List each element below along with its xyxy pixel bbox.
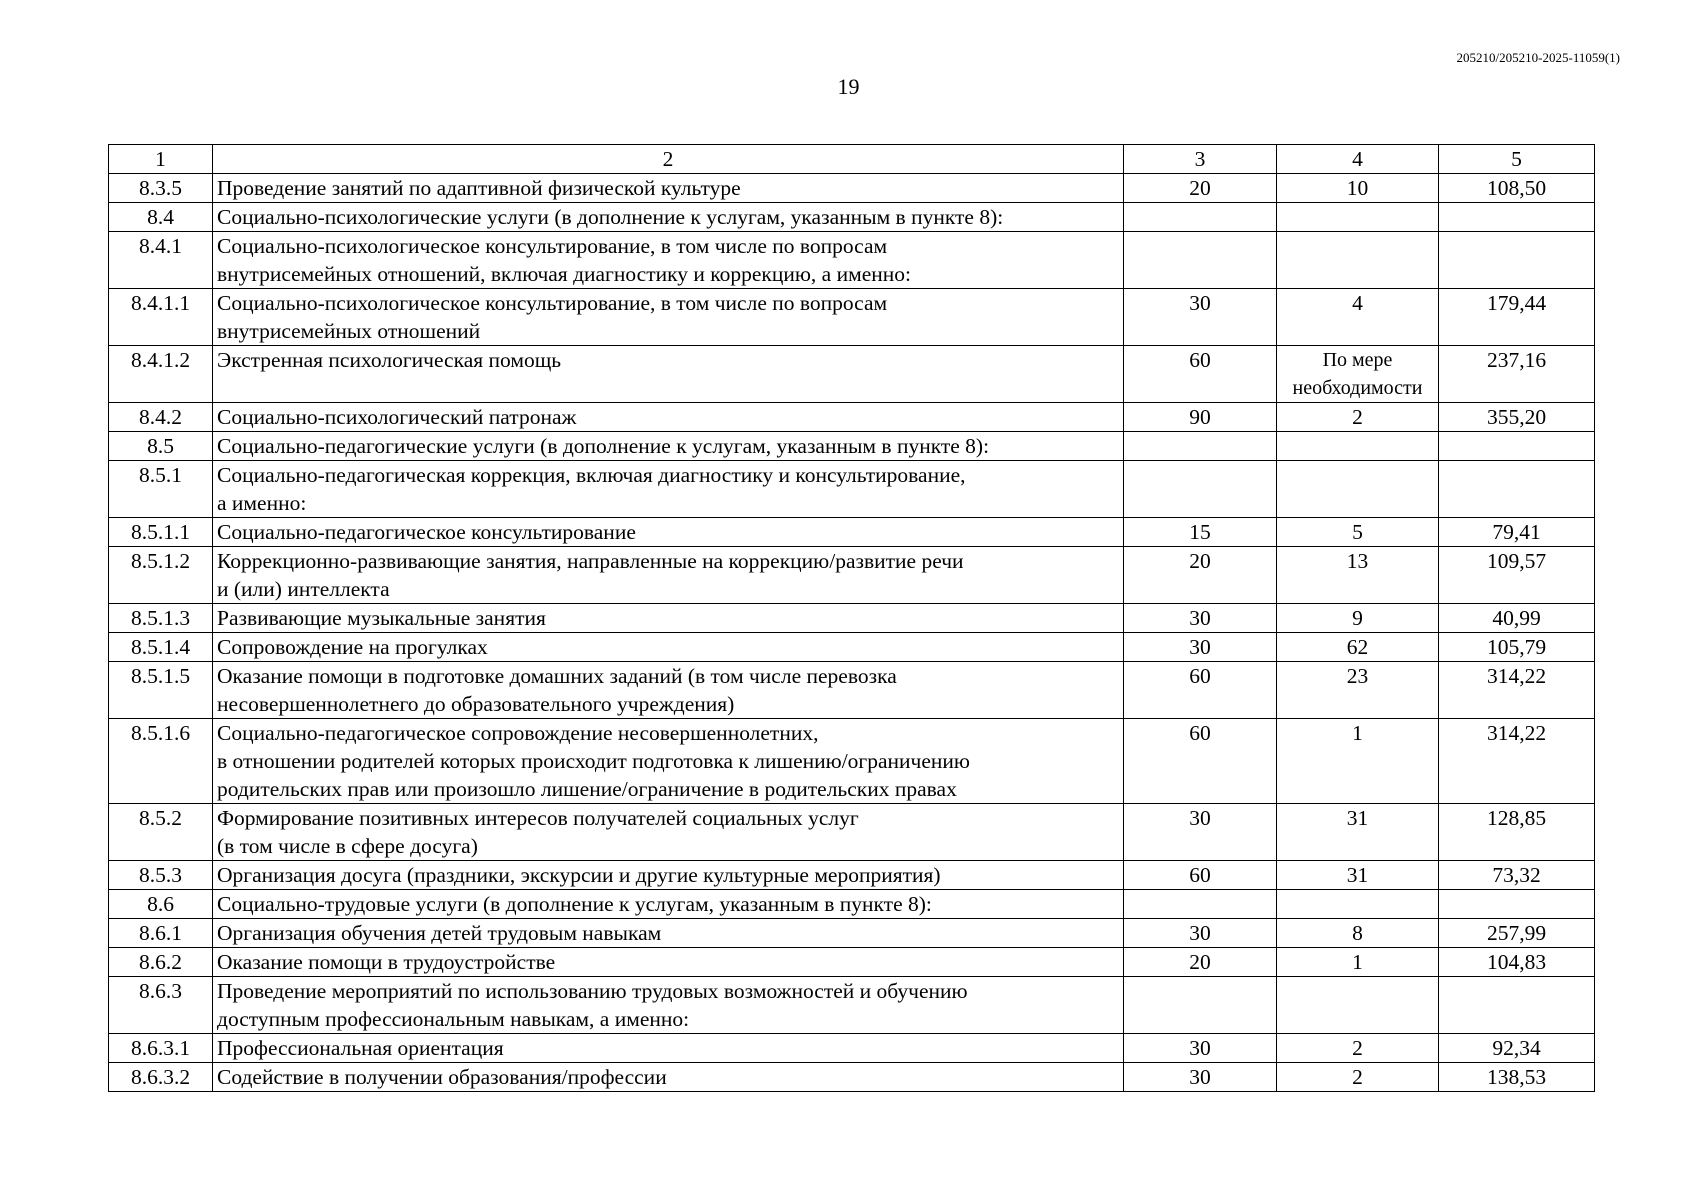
row-code-cell: 8.4.2 — [109, 403, 213, 432]
row-col4-cell: 5 — [1277, 518, 1439, 547]
row-name-cell: Проведение занятий по адаптивной физической культуре — [213, 174, 1124, 203]
row-col3-cell — [1124, 203, 1277, 232]
row-col5-cell: 73,32 — [1439, 861, 1595, 890]
row-col3-cell: 20 — [1124, 547, 1277, 604]
row-col4-cell: 2 — [1277, 403, 1439, 432]
table-header-row — [109, 145, 1595, 174]
table-row — [109, 719, 1595, 804]
row-col5-cell: 40,99 — [1439, 604, 1595, 633]
row-name-cell: Организация досуга (праздники, экскурсии и другие культурные мероприятия) — [213, 861, 1124, 890]
row-name-cell: Содействие в получении образования/профессии — [213, 1063, 1124, 1092]
row-col3-cell: 30 — [1124, 604, 1277, 633]
row-col4-cell: 9 — [1277, 604, 1439, 633]
row-col5-cell — [1439, 232, 1595, 289]
row-col4-cell: 2 — [1277, 1034, 1439, 1063]
row-col4-cell — [1277, 890, 1439, 919]
services-table-body — [109, 145, 1595, 1092]
row-code-cell: 8.5.3 — [109, 861, 213, 890]
row-code-cell: 8.6.1 — [109, 919, 213, 948]
row-name-cell: Формирование позитивных интересов получателей социальных услуг (в том числе в сфере досуга) — [213, 804, 1124, 861]
row-col3-cell: 60 — [1124, 662, 1277, 719]
table-row — [109, 804, 1595, 861]
row-code-cell: 8.5.1.2 — [109, 547, 213, 604]
row-col4-cell — [1277, 461, 1439, 518]
table-row — [109, 919, 1595, 948]
table-row — [109, 232, 1595, 289]
table-row — [109, 346, 1595, 403]
table-row — [109, 203, 1595, 232]
row-col4-cell: 8 — [1277, 919, 1439, 948]
table-row — [109, 289, 1595, 346]
row-name-cell: Проведение мероприятий по использованию трудовых возможностей и обучению доступным профессиональным навыкам, а именно: — [213, 977, 1124, 1034]
row-col5-cell — [1439, 890, 1595, 919]
row-name-cell: Социально-психологическое консультирование, в том числе по вопросам внутрисемейных отношений — [213, 289, 1124, 346]
row-col5-cell: 355,20 — [1439, 403, 1595, 432]
table-row — [109, 604, 1595, 633]
row-col5-cell — [1439, 461, 1595, 518]
table-row — [109, 403, 1595, 432]
row-col4-cell: По мере необходимости — [1277, 346, 1439, 403]
row-col3-cell: 90 — [1124, 403, 1277, 432]
row-code-cell: 8.6.3.2 — [109, 1063, 213, 1092]
row-code-cell: 8.5.1.3 — [109, 604, 213, 633]
row-col4-cell: 31 — [1277, 804, 1439, 861]
row-col5-cell: 108,50 — [1439, 174, 1595, 203]
row-code-cell: 8.6.2 — [109, 948, 213, 977]
row-col3-cell: 30 — [1124, 1034, 1277, 1063]
row-col3-cell: 15 — [1124, 518, 1277, 547]
row-code-cell: 8.6.3 — [109, 977, 213, 1034]
row-col4-cell — [1277, 977, 1439, 1034]
table-row — [109, 948, 1595, 977]
row-code-cell: 8.5.2 — [109, 804, 213, 861]
table-row — [109, 461, 1595, 518]
row-col3-cell — [1124, 432, 1277, 461]
row-col3-cell: 30 — [1124, 804, 1277, 861]
row-name-cell: Социально-психологические услуги (в дополнение к услугам, указанным в пункте 8): — [213, 203, 1124, 232]
row-code-cell: 8.4.1 — [109, 232, 213, 289]
row-col5-cell: 179,44 — [1439, 289, 1595, 346]
row-col5-cell: 105,79 — [1439, 633, 1595, 662]
header-cell-5: 5 — [1439, 145, 1595, 174]
row-name-cell: Оказание помощи в подготовке домашних заданий (в том числе перевозка несовершеннолетнего до образовательного учреждения) — [213, 662, 1124, 719]
row-col3-cell: 30 — [1124, 289, 1277, 346]
row-code-cell: 8.6.3.1 — [109, 1034, 213, 1063]
table-row — [109, 547, 1595, 604]
row-col5-cell: 128,85 — [1439, 804, 1595, 861]
row-col3-cell: 30 — [1124, 1063, 1277, 1092]
table-row — [109, 1034, 1595, 1063]
row-name-cell: Оказание помощи в трудоустройстве — [213, 948, 1124, 977]
table-row — [109, 1063, 1595, 1092]
row-col3-cell: 20 — [1124, 948, 1277, 977]
table-row — [109, 174, 1595, 203]
row-name-cell: Социально-педагогическое консультирование — [213, 518, 1124, 547]
row-name-cell: Социально-педагогическая коррекция, включая диагностику и консультирование, а именно: — [213, 461, 1124, 518]
row-code-cell: 8.5.1.4 — [109, 633, 213, 662]
row-col5-cell: 109,57 — [1439, 547, 1595, 604]
row-col4-cell: 13 — [1277, 547, 1439, 604]
row-col4-cell — [1277, 203, 1439, 232]
row-code-cell: 8.5 — [109, 432, 213, 461]
row-col5-cell: 79,41 — [1439, 518, 1595, 547]
header-cell-2: 2 — [213, 145, 1124, 174]
row-col5-cell: 237,16 — [1439, 346, 1595, 403]
row-col5-cell: 314,22 — [1439, 719, 1595, 804]
row-col3-cell: 30 — [1124, 919, 1277, 948]
table-row — [109, 432, 1595, 461]
row-col3-cell — [1124, 977, 1277, 1034]
row-col5-cell: 138,53 — [1439, 1063, 1595, 1092]
services-table — [108, 144, 1595, 1092]
row-name-cell: Организация обучения детей трудовым навыкам — [213, 919, 1124, 948]
row-col5-cell: 257,99 — [1439, 919, 1595, 948]
row-name-cell: Социально-педагогическое сопровождение несовершеннолетних, в отношении родителей которых происходит подготовка к лишению/ограничению родительских прав или произошло лишение/ограничение в родительских правах — [213, 719, 1124, 804]
header-cell-3: 3 — [1124, 145, 1277, 174]
row-col5-cell: 92,34 — [1439, 1034, 1595, 1063]
row-code-cell: 8.5.1.5 — [109, 662, 213, 719]
row-col4-cell: 31 — [1277, 861, 1439, 890]
row-col4-cell: 23 — [1277, 662, 1439, 719]
row-code-cell: 8.6 — [109, 890, 213, 919]
table-row — [109, 518, 1595, 547]
row-col4-cell: 1 — [1277, 719, 1439, 804]
header-cell-4: 4 — [1277, 145, 1439, 174]
row-name-cell: Профессиональная ориентация — [213, 1034, 1124, 1063]
row-code-cell: 8.5.1.6 — [109, 719, 213, 804]
row-code-cell: 8.4 — [109, 203, 213, 232]
table-row — [109, 633, 1595, 662]
row-name-cell: Коррекционно-развивающие занятия, направленные на коррекцию/развитие речи и (или) интеллекта — [213, 547, 1124, 604]
table-row — [109, 890, 1595, 919]
table-row — [109, 861, 1595, 890]
row-col4-cell: 62 — [1277, 633, 1439, 662]
row-name-cell: Развивающие музыкальные занятия — [213, 604, 1124, 633]
row-col3-cell: 60 — [1124, 719, 1277, 804]
row-col3-cell — [1124, 461, 1277, 518]
row-col4-cell — [1277, 432, 1439, 461]
row-code-cell: 8.4.1.1 — [109, 289, 213, 346]
row-name-cell: Социально-психологический патронаж — [213, 403, 1124, 432]
row-col4-cell: 2 — [1277, 1063, 1439, 1092]
row-col5-cell — [1439, 203, 1595, 232]
row-code-cell: 8.4.1.2 — [109, 346, 213, 403]
row-code-cell: 8.5.1.1 — [109, 518, 213, 547]
page-number: 19 — [837, 74, 860, 99]
table-row — [109, 977, 1595, 1034]
row-col4-cell: 4 — [1277, 289, 1439, 346]
row-col3-cell — [1124, 890, 1277, 919]
row-col4-cell: 1 — [1277, 948, 1439, 977]
row-col5-cell — [1439, 977, 1595, 1034]
row-name-cell: Экстренная психологическая помощь — [213, 346, 1124, 403]
row-col3-cell: 20 — [1124, 174, 1277, 203]
row-col3-cell — [1124, 232, 1277, 289]
header-cell-1: 1 — [109, 145, 213, 174]
row-name-cell: Социально-психологическое консультирование, в том числе по вопросам внутрисемейных отношений, включая диагностику и коррекцию, а именно: — [213, 232, 1124, 289]
document-id: 205210/205210-2025-11059(1) — [1456, 50, 1620, 65]
row-code-cell: 8.3.5 — [109, 174, 213, 203]
row-col3-cell: 60 — [1124, 346, 1277, 403]
row-col4-cell: 10 — [1277, 174, 1439, 203]
table-row — [109, 662, 1595, 719]
row-col5-cell — [1439, 432, 1595, 461]
row-name-cell: Социально-педагогические услуги (в дополнение к услугам, указанным в пункте 8): — [213, 432, 1124, 461]
row-code-cell: 8.5.1 — [109, 461, 213, 518]
row-col4-cell — [1277, 232, 1439, 289]
row-col5-cell: 314,22 — [1439, 662, 1595, 719]
row-name-cell: Сопровождение на прогулках — [213, 633, 1124, 662]
row-col3-cell: 30 — [1124, 633, 1277, 662]
row-col5-cell: 104,83 — [1439, 948, 1595, 977]
row-col3-cell: 60 — [1124, 861, 1277, 890]
row-name-cell: Социально-трудовые услуги (в дополнение к услугам, указанным в пункте 8): — [213, 890, 1124, 919]
